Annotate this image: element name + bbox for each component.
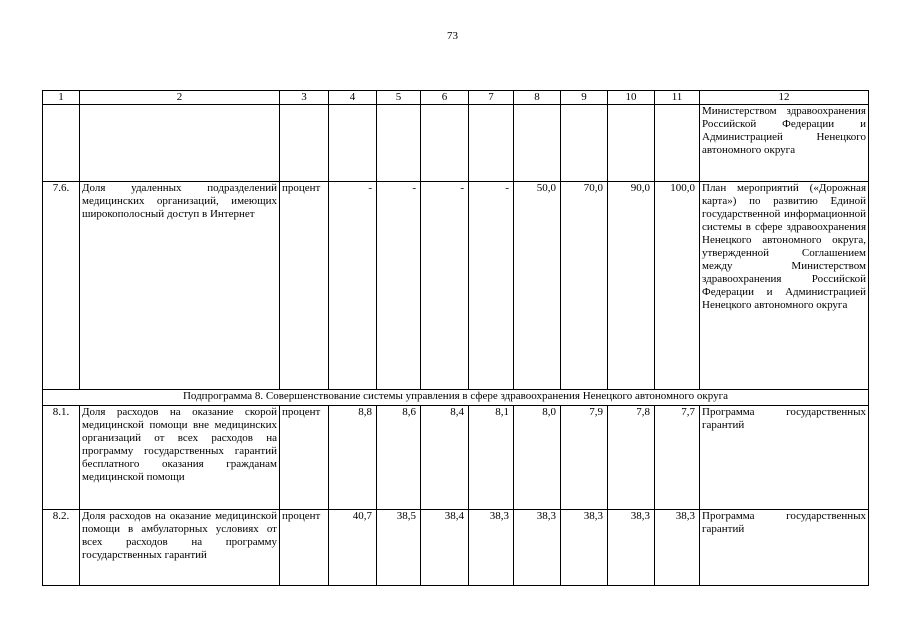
value-cell: -: [377, 182, 421, 390]
column-header: 7: [469, 91, 514, 105]
indicator-name: Доля расходов на оказание скорой медицинской помощи вне медицинских организаций от всех расходов на программу государственных гарантий бесплатного оказания гражданам медицинской помощи: [80, 406, 280, 510]
continuation-source: Министерством здравоохранения Российской Федерации и Администрацией Ненецкого автономного округа: [700, 105, 869, 182]
source-cell: Программа государственных гарантий: [700, 510, 869, 586]
header-row: [43, 91, 869, 105]
table-row: [43, 406, 869, 510]
page-number: 73: [447, 30, 458, 42]
source-cell: План мероприятий («Дорожная карта») по развитию Единой государственной информационной системы в сфере здравоохранения Ненецкого автономного округа, утвержденной Соглашением между Министерством здравоохранения Российской Федерации и Администрацией Ненецкого автономного округа: [700, 182, 869, 390]
value-cell: 38,3: [469, 510, 514, 586]
value-cell: 7,7: [655, 406, 700, 510]
column-header: 12: [700, 91, 869, 105]
row-index: 7.6.: [43, 182, 80, 390]
column-header: 5: [377, 91, 421, 105]
value-cell: 7,8: [608, 406, 655, 510]
value-cell: 8,0: [514, 406, 561, 510]
value-cell: 38,4: [421, 510, 469, 586]
column-header: 10: [608, 91, 655, 105]
value-cell: 40,7: [329, 510, 377, 586]
value-cell: -: [469, 182, 514, 390]
column-header: 11: [655, 91, 700, 105]
value-cell: -: [329, 182, 377, 390]
section-title: Подпрограмма 8. Совершенствование системы управления в сфере здравоохранения Ненецкого автономного округа: [43, 390, 869, 406]
row-index: 8.1.: [43, 406, 80, 510]
value-cell: 8,6: [377, 406, 421, 510]
value-cell: 50,0: [514, 182, 561, 390]
table-row: [43, 182, 869, 390]
continuation-row: [43, 105, 869, 182]
indicators-table: [42, 90, 869, 586]
column-header: 6: [421, 91, 469, 105]
value-cell: 38,5: [377, 510, 421, 586]
value-cell: 8,1: [469, 406, 514, 510]
column-header: 9: [561, 91, 608, 105]
section-row: [43, 390, 869, 406]
column-header: 4: [329, 91, 377, 105]
value-cell: 38,3: [608, 510, 655, 586]
row-index: 8.2.: [43, 510, 80, 586]
value-cell: 38,3: [655, 510, 700, 586]
unit-cell: процент: [280, 406, 329, 510]
indicator-name: Доля расходов на оказание медицинской помощи в амбулаторных условиях от всех расходов на программу государственных гарантий: [80, 510, 280, 586]
column-header: 3: [280, 91, 329, 105]
value-cell: 100,0: [655, 182, 700, 390]
indicator-name: Доля удаленных подразделений медицинских организаций, имеющих широкополосный доступ в Интернет: [80, 182, 280, 390]
value-cell: 90,0: [608, 182, 655, 390]
value-cell: 7,9: [561, 406, 608, 510]
source-cell: Программа государственных гарантий: [700, 406, 869, 510]
value-cell: 38,3: [514, 510, 561, 586]
column-header: 1: [43, 91, 80, 105]
column-header: 2: [80, 91, 280, 105]
value-cell: -: [421, 182, 469, 390]
value-cell: 70,0: [561, 182, 608, 390]
value-cell: 38,3: [561, 510, 608, 586]
value-cell: 8,4: [421, 406, 469, 510]
unit-cell: процент: [280, 510, 329, 586]
unit-cell: процент: [280, 182, 329, 390]
column-header: 8: [514, 91, 561, 105]
value-cell: 8,8: [329, 406, 377, 510]
table-row: [43, 510, 869, 586]
